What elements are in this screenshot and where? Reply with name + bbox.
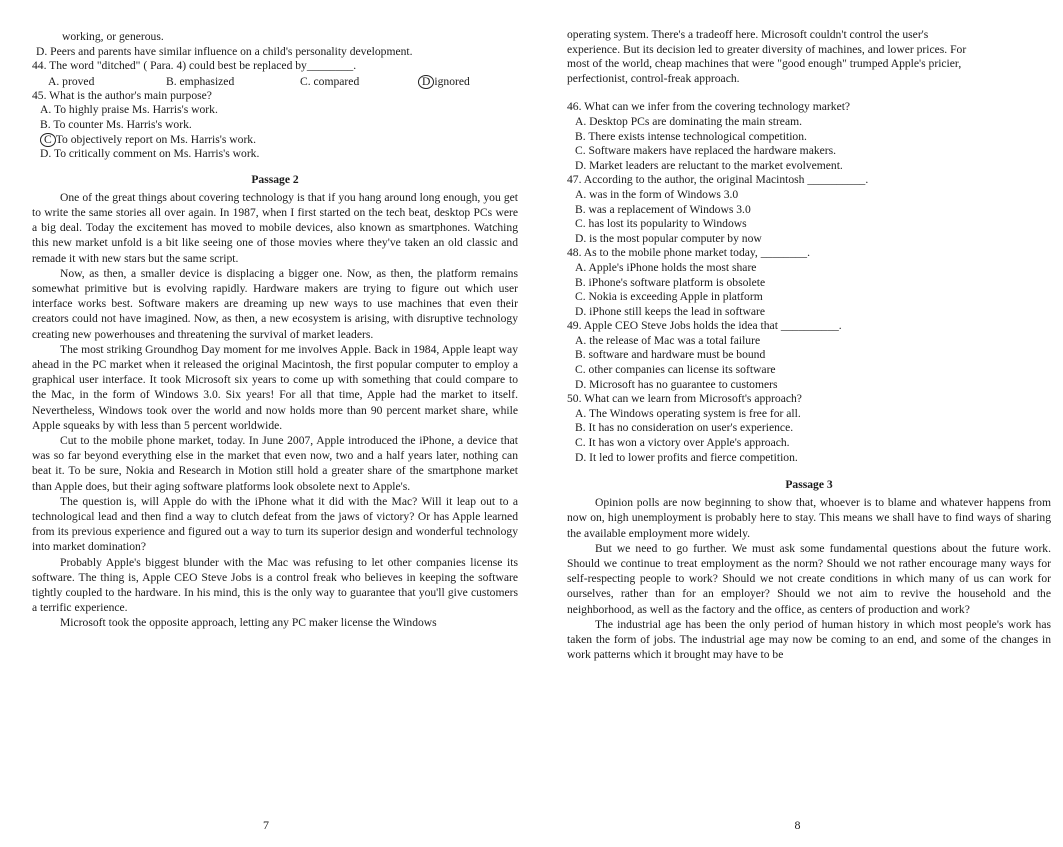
option-c: C. Software makers have replaced the hardware makers. xyxy=(575,144,837,158)
passage-title: Passage 2 xyxy=(251,172,299,186)
option-b: B. It has no consideration on user's experience. xyxy=(575,421,794,435)
paragraph: The most striking Groundhog Day moment for me involves Apple. Back in 1984, Apple leapt way ahead in the PC market when it released the original Macintosh, the first popular computer to employ a graphical user interface. It took Microsoft six years to come up with something that could compare to the Mac, in the form of Windows 3.0. Six years! For all that time, Apple had the market to itself. Nevertheless, Windows took over the world and now holds more than 90 percent market share, while Apple squeaks by with less than 5 percent worldwide. xyxy=(32,342,518,432)
passage-title: Passage 3 xyxy=(785,478,833,492)
option-b: B. To counter Ms. Harris's work. xyxy=(40,117,192,131)
option-c: C. Nokia is exceeding Apple in platform xyxy=(575,290,763,304)
paragraph: But we need to go further. We must ask some fundamental questions about the future work. Should we continue to treat employment as the norm? Should we not rather encourage many ways for self-respecting people to work? Should we not create conditions in which many of us can work for ourselves, rather than for an employer? Should we not aim to revive the household and the neighborhood, as well as the factory and the office, as centers of production and work? xyxy=(567,541,1051,616)
option-c: C. has lost its popularity to Windows xyxy=(575,217,747,231)
option-d: D. To critically comment on Ms. Harris's work. xyxy=(40,147,260,161)
paragraph: Probably Apple's biggest blunder with the Mac was refusing to let other companies license its software. The thing is, Apple CEO Steve Jobs is a control freak who believes in keeping the software tightly coupled to the hardware. In his mind, this is the only way to guarantee that you'll give customers a terrific experience. xyxy=(32,555,518,615)
answer-circle: D xyxy=(418,75,434,89)
paragraph: Opinion polls are now beginning to show that, whoever is to blame and whatever happens from now on, high unemployment is probably here to stay. This means we shall have to find ways of sharing the available employment more widely. xyxy=(567,496,1051,540)
paragraph: The industrial age has been the only period of human history in which most people's work has taken the form of jobs. The industrial age may now be coming to an end, and some of the changes in work patterns which it brought may have to be xyxy=(567,617,1051,662)
option-a: A. Desktop PCs are dominating the main stream. xyxy=(575,114,803,128)
right-page xyxy=(532,0,1063,847)
question-46-stem: 46. What can we infer from the covering technology market? xyxy=(567,100,851,114)
option-a: A. proved xyxy=(48,74,95,88)
option-a: A. was in the form of Windows 3.0 xyxy=(575,187,739,201)
page-number: 7 xyxy=(263,818,269,832)
text-line: D. Peers and parents have similar influence on a child's personality development. xyxy=(36,44,413,58)
option-b: B. was a replacement of Windows 3.0 xyxy=(575,202,751,216)
option-b: B. There exists intense technological competition. xyxy=(575,129,807,143)
text-line: perfectionist, control-freak approach. xyxy=(567,71,740,85)
option-c xyxy=(32,133,518,148)
question-47-stem: 47. According to the author, the original Macintosh __________. xyxy=(567,173,869,187)
paragraph: The question is, will Apple do with the iPhone what it did with the Mac? Will it leap out to a technological lead and then find a way to clutch defeat from the jaws of victory? Or has Apple learned from its previous experience and figured out a way to turn its superior design and wonderful technology into market domination? xyxy=(32,494,518,554)
paragraph: One of the great things about covering technology is that if you hang around long enough, you get to write the same stories all over again. In 1987, when I first started on the tech beat, desktop PCs were a big deal. Today the excitement has moved to mobile devices, also known as smartphones. Watching this new market unfold is a bit like seeing one of those movies where they've taken an old classic and remade it with new stars but the same script. xyxy=(32,190,518,265)
question-45-stem: 45. What is the author's main purpose? xyxy=(32,88,212,102)
option-a: A. To highly praise Ms. Harris's work. xyxy=(40,103,218,117)
option-b: B. emphasized xyxy=(166,74,235,88)
option-a: A. The Windows operating system is free for all. xyxy=(575,406,801,420)
text-line: experience. But its decision led to greater diversity of machines, and lower prices. For xyxy=(567,42,967,56)
option-c: C. compared xyxy=(300,74,360,88)
option-d: D. iPhone still keeps the lead in software xyxy=(575,304,765,318)
question-49-stem: 49. Apple CEO Steve Jobs holds the idea that __________. xyxy=(567,319,842,333)
question-44-stem: 44. The word "ditched" ( Para. 4) could best be replaced by________. xyxy=(32,59,357,73)
answer-circle: C xyxy=(40,133,56,147)
option-c-text: To objectively report on Ms. Harris's work. xyxy=(55,132,256,146)
question-50-stem: 50. What can we learn from Microsoft's approach? xyxy=(567,392,802,406)
question-48-stem: 48. As to the mobile phone market today, ________. xyxy=(567,246,811,260)
option-c: C. It has won a victory over Apple's approach. xyxy=(575,436,790,450)
option-b: B. software and hardware must be bound xyxy=(575,348,766,362)
option-c: C. other companies can license its software xyxy=(575,363,776,377)
paragraph: Microsoft took the opposite approach, letting any PC maker license the Windows xyxy=(60,616,437,630)
text-line: most of the world, cheap machines that were "good enough" trumped Apple's pricier, xyxy=(567,57,962,71)
option-d-text: ignored xyxy=(434,74,470,88)
question-44-options xyxy=(32,74,518,89)
option-d: D. Market leaders are reluctant to the market evolvement. xyxy=(575,158,843,172)
option-d: D. is the most popular computer by now xyxy=(575,231,762,245)
option-d: D. Microsoft has no guarantee to customers xyxy=(575,377,778,391)
paragraph: Cut to the mobile phone market, today. In June 2007, Apple introduced the iPhone, a device that was so far beyond everything else in the market that even now, two and a half years later, nothing can beat it. To be sure, Nokia and Research in Motion still hold a greater share of the smartphone market than Apple does, but their aging software platforms look obsolete next to Apple's. xyxy=(32,434,518,493)
option-a: A. the release of Mac was a total failure xyxy=(575,333,761,347)
option-a: A. Apple's iPhone holds the most share xyxy=(575,260,757,274)
option-d xyxy=(418,74,470,89)
paragraph: Now, as then, a smaller device is displacing a bigger one. Now, as then, the platform remains somewhat primitive but is evolving rapidly. Hardware makers are trying to figure out which user interface works best. Software makers are dreaming up new ways to use machines that even their creators could not have imagined. Now, as then, a new ecosystem is arising, with disruptive technology creating new powerhouses and threatening the survival of market leaders. xyxy=(32,266,518,341)
page-number: 8 xyxy=(794,818,801,832)
text-line: working, or generous. xyxy=(62,30,164,43)
option-d: D. It led to lower profits and fierce competition. xyxy=(575,450,798,464)
text-line: operating system. There's a tradeoff here. Microsoft couldn't control the user's xyxy=(567,28,929,41)
option-b: B. iPhone's software platform is obsolete xyxy=(575,275,766,289)
